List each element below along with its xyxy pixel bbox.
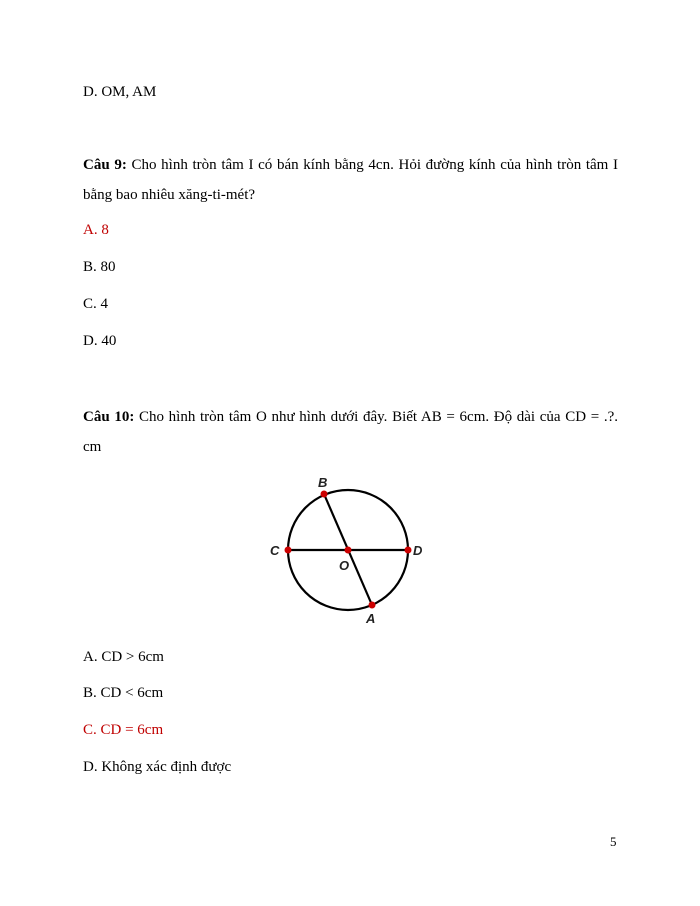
q10-option-b: B. CD < 6cm bbox=[83, 685, 164, 701]
q9-option-b: B. 80 bbox=[83, 259, 116, 275]
question-10 bbox=[83, 402, 618, 462]
question-10-label: Câu 10: bbox=[83, 409, 135, 425]
point-d bbox=[405, 547, 412, 554]
q10-option-d: D. Không xác định được bbox=[83, 759, 232, 775]
point-c bbox=[285, 547, 292, 554]
q9-option-d: D. 40 bbox=[83, 333, 117, 349]
label-a: A bbox=[366, 611, 376, 626]
label-b: B bbox=[318, 475, 328, 490]
label-d: D bbox=[413, 543, 423, 558]
q9-option-a: A. 8 bbox=[83, 222, 109, 238]
point-a bbox=[369, 602, 376, 609]
question-9-label: Câu 9: bbox=[83, 157, 127, 173]
label-o: O bbox=[339, 558, 350, 573]
point-o bbox=[345, 547, 352, 554]
question-9-text: Cho hình tròn tâm I có bán kính bằng 4cn. Hỏi đường kính của hình tròn tâm I bằng bao nhiêu xăng-ti-mét? bbox=[83, 157, 619, 203]
question-9 bbox=[83, 150, 618, 210]
point-b bbox=[321, 491, 328, 498]
circle-figure bbox=[265, 472, 435, 632]
prev-option-d: D. OM, AM bbox=[83, 84, 157, 100]
q10-option-c: C. CD = 6cm bbox=[83, 722, 164, 738]
q10-option-a: A. CD > 6cm bbox=[83, 649, 164, 665]
question-10-text: Cho hình tròn tâm O như hình dưới đây. Biết AB = 6cm. Độ dài của CD = .?. cm bbox=[83, 409, 619, 455]
label-c: C bbox=[270, 543, 280, 558]
page-number: 5 bbox=[610, 834, 617, 849]
q9-option-c: C. 4 bbox=[83, 296, 109, 312]
